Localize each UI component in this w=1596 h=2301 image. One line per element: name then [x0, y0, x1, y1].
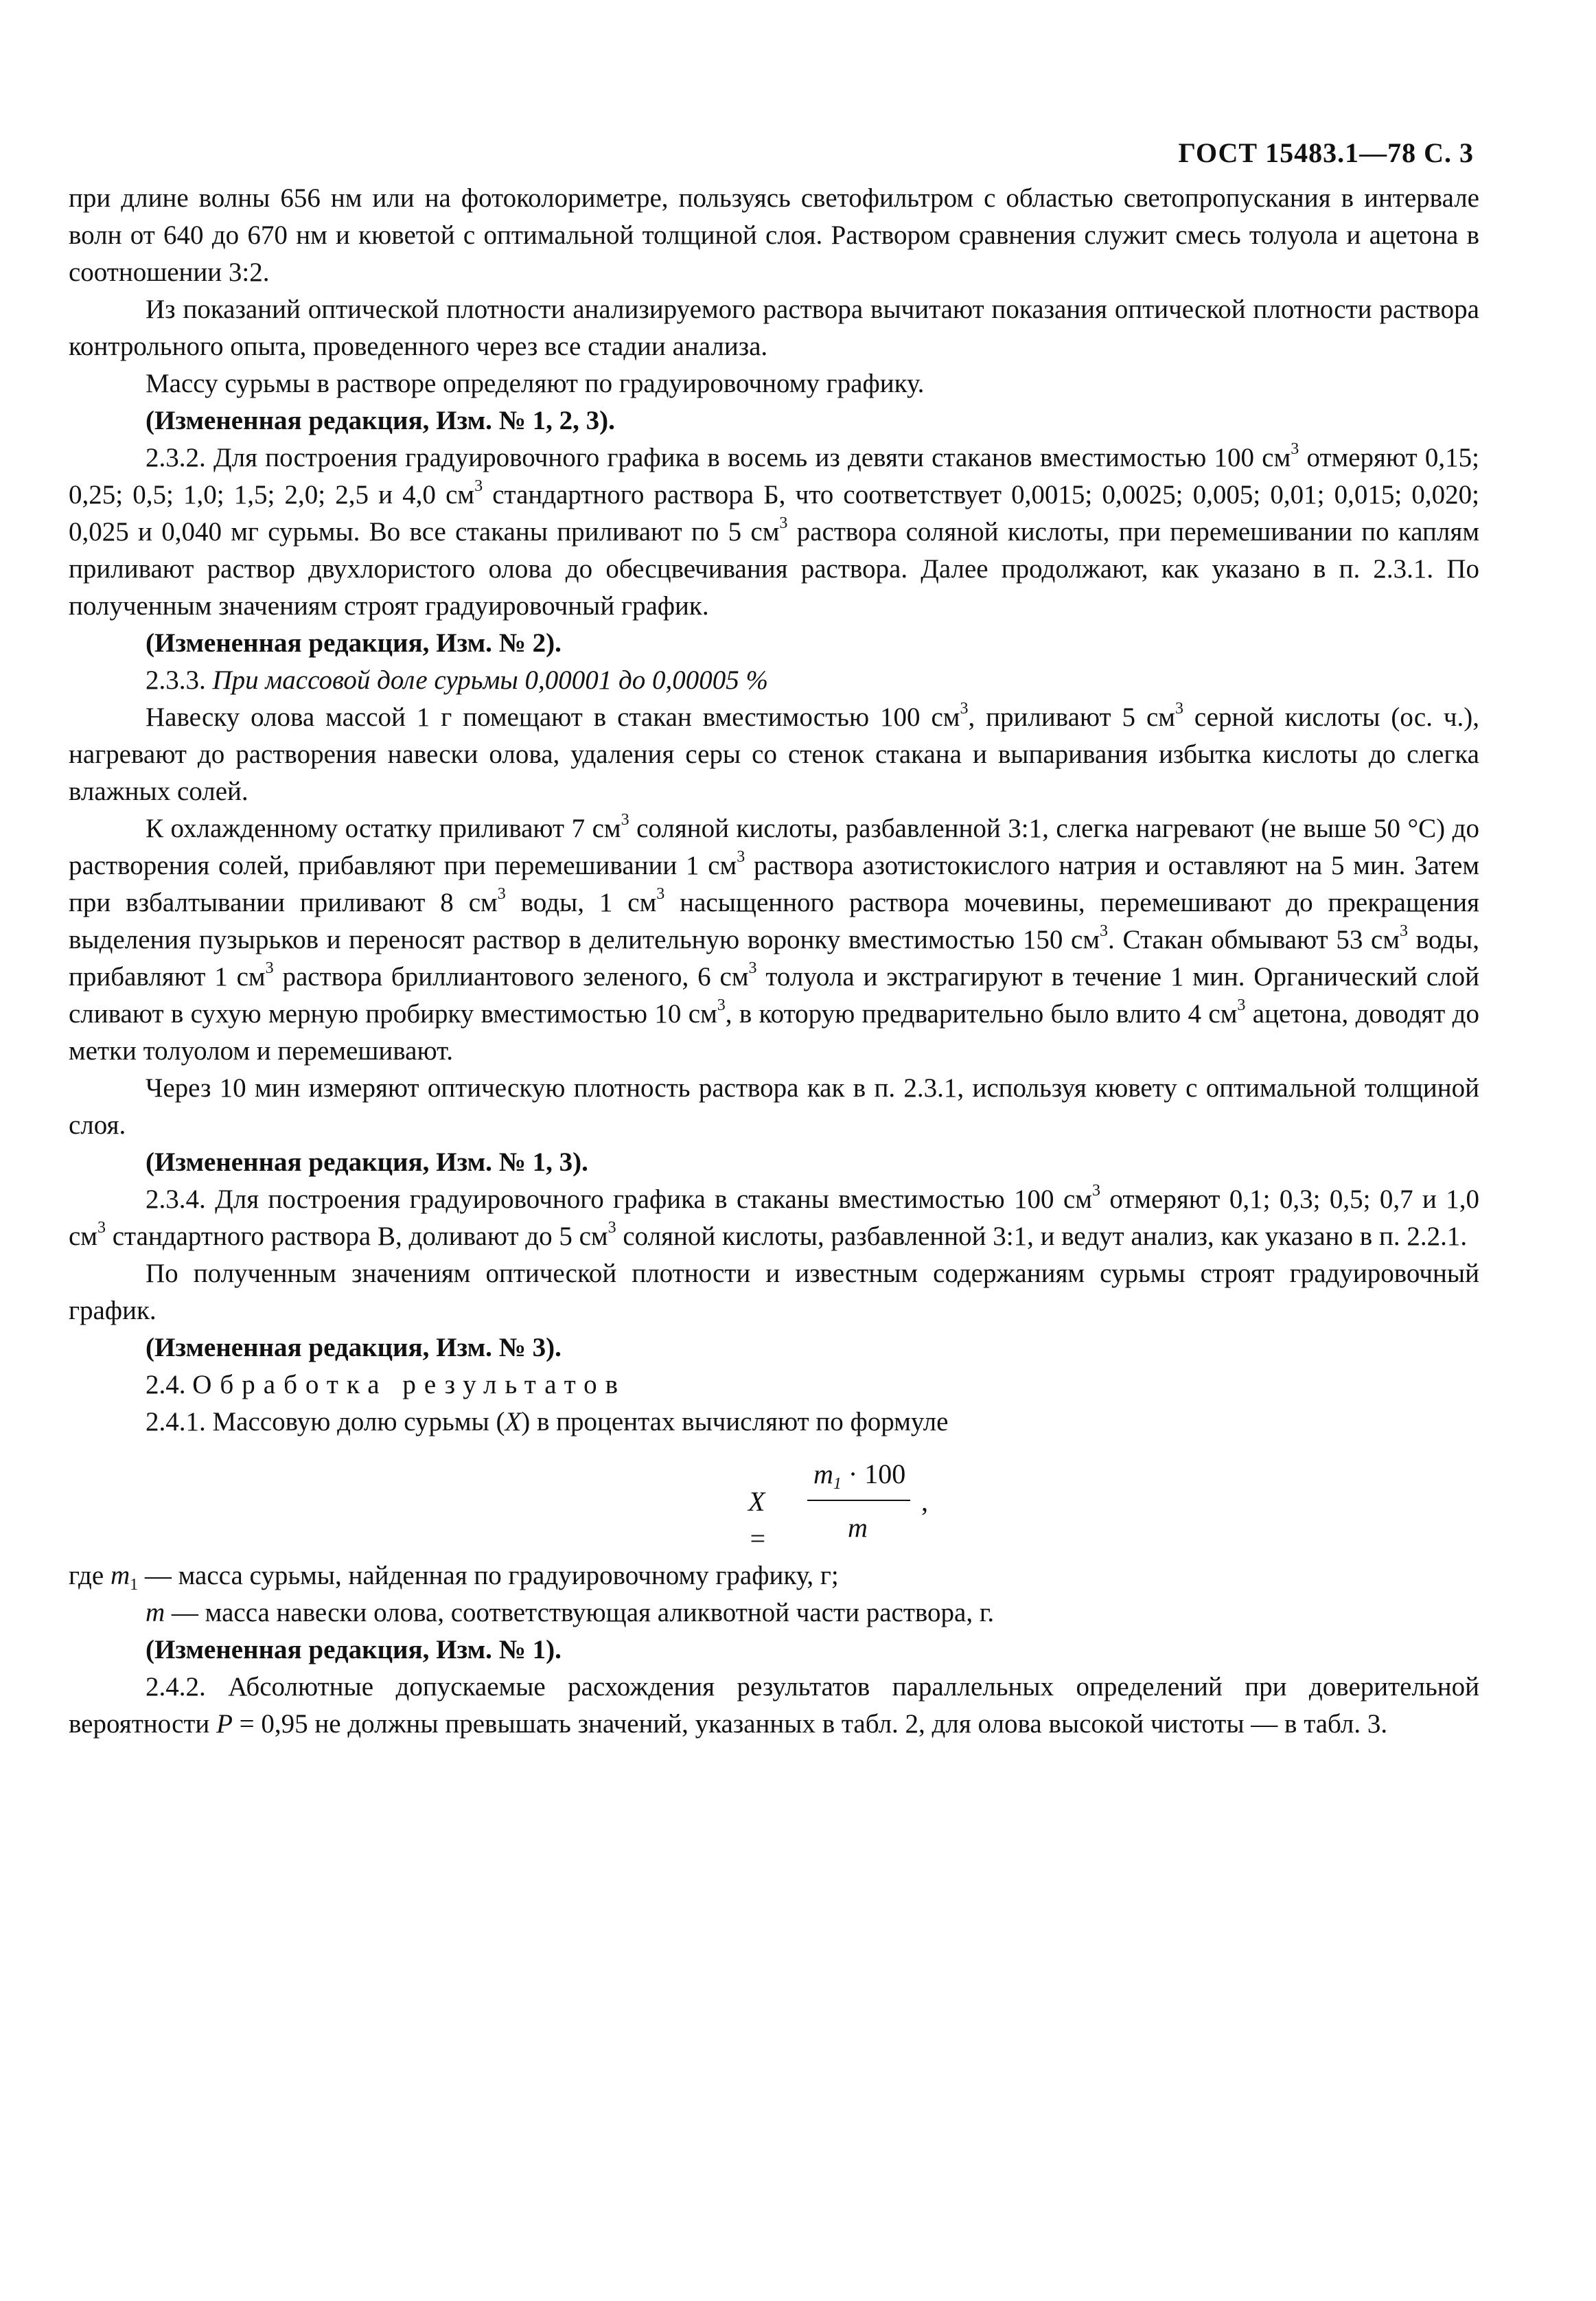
paragraph-2-4-1: 2.4.1. Массовую долю сурьмы (X) в процентах вычисляют по формуле	[146, 1407, 949, 1436]
formula-lhs: X =	[748, 1486, 767, 1554]
paragraph-2-3-3-heading: 2.3.3. При массовой доле сурьмы 0,00001 до 0,00005 %	[146, 665, 769, 695]
fraction-bar	[807, 1500, 910, 1501]
section-heading-2-4: 2.4. Обработка результатов	[146, 1370, 627, 1399]
document-header: ГОСТ 15483.1—78 С. 3	[1178, 137, 1474, 168]
amendment-note: (Измененная редакция, Изм. № 1).	[146, 1635, 562, 1664]
paragraph-2-3-2: 2.3.2. Для построения градуировочного графика в восемь из девяти стаканов вместимостью 100 $см^3$ отмеряют 0,15; 0,25; 0,5; 1,0; 1,5; 2,0; 2,5 и 4,0 $см^3$ стандартного раствора Б, что соответствует 0,0015; 0,0025; 0,005; 0,01; 0,015; 0,020; 0,025 и 0,040 мг сурьмы. Во все стаканы приливают по 5 $см^3$ раствора соляной кислоты, при перемешивании по каплям приливают раствор двухлористого олова до обесцвечивания раствора. Далее продолжают, как указано в п. 2.3.1. По полученным значениям строят градуировочный график.	[69, 440, 1479, 621]
paragraph: Из показаний оптической плотности анализируемого раствора вычитают показания оптической плотности раствора контрольного опыта, проведенного через все стадии анализа.	[69, 295, 1479, 361]
paragraph: К охлажденному остатку приливают 7 $см^3$ соляной кислоты, разбавленной 3:1, слегка нагревают (не выше 50 °С) до растворения солей, прибавляют при перемешивании 1 $см^3$ раствора азотистокислого натрия и оставляют на 5 мин. Затем при взбалтывании приливают 8 $см^3$ воды, 1 $см^3$ насыщенного раствора мочевины, перемешивают до прекращения выделения пузырьков и переносят раствор в делительную воронку вместимостью 150 $см^3$. Стакан обмывают 53 $см^3$ воды, прибавляют 1 $см^3$ раствора бриллиантового зеленого, 6 $см^3$ толуола и экстрагируют в течение 1 мин. Органический слой сливают в сухую мерную пробирку вместимостью 10 $см^3$, в которую предварительно было влито 4 $см^3$ ацетона, доводят до метки толуолом и перемешивают.	[69, 811, 1480, 1066]
amendment-note: (Измененная редакция, Изм. № 1, 3).	[146, 1147, 588, 1177]
amendment-note: (Измененная редакция, Изм. № 3).	[146, 1333, 562, 1362]
where-line-2: m — масса навески олова, соответствующая аликвотной части раствора, г.	[146, 1598, 995, 1627]
paragraph: Навеску олова массой 1 г помещают в стакан вместимостью 100 $см^3$, приливают 5 $см^3$ серной кислоты (ос. ч.), нагревают до растворения навески олова, удаления серы со стенок стакана и выпаривания избытка кислоты до слегка влажных солей.	[69, 700, 1479, 806]
formula-block	[69, 1441, 1479, 1557]
paragraph-2-3-4: 2.3.4. Для построения градуировочного графика в стаканы вместимостью 100 $см^3$ отмеряют 0,1; 0,3; 0,5; 0,7 и 1,0 $см^3$ стандартного раствора В, доливают до 5 $см^3$ соляной кислоты, разбавленной 3:1, и ведут анализ, как указано в п. 2.2.1.	[69, 1182, 1479, 1251]
document-body	[69, 180, 1479, 1743]
where-line-1: где $m_1$ — масса сурьмы, найденная по градуировочному графику, г;	[69, 1561, 839, 1594]
formula-comma: ,	[921, 1486, 928, 1517]
formula-numerator: $m_1 \cdot 100$	[813, 1458, 906, 1493]
paragraph: Через 10 мин измеряют оптическую плотность раствора как в п. 2.3.1, используя кювету с оптимальной толщиной слоя.	[69, 1073, 1479, 1140]
formula-denominator: m	[848, 1512, 868, 1543]
amendment-note: (Измененная редакция, Изм. № 1, 2, 3).	[146, 406, 615, 435]
amendment-note: (Измененная редакция, Изм. № 2).	[146, 628, 562, 658]
paragraph-2-4-2: 2.4.2. Абсолютные допускаемые расхождения результатов параллельных определений при доверительной вероятности P = 0,95 не должны превышать значений, указанных в табл. 2, для олова высокой чистоты — в табл. 3.	[69, 1672, 1479, 1739]
paragraph: Массу сурьмы в растворе определяют по градуировочному графику.	[146, 369, 925, 398]
paragraph: По полученным значениям оптической плотности и известным содержаниям сурьмы строят градуировочный график.	[69, 1259, 1479, 1325]
paragraph: при длине волны 656 нм или на фотоколориметре, пользуясь светофильтром с областью светопропускания в интервале волн от 640 до 670 нм и кюветой с оптимальной толщиной слоя. Раствором сравнения служит смесь толуола и ацетона в соотношении 3:2.	[69, 183, 1479, 287]
